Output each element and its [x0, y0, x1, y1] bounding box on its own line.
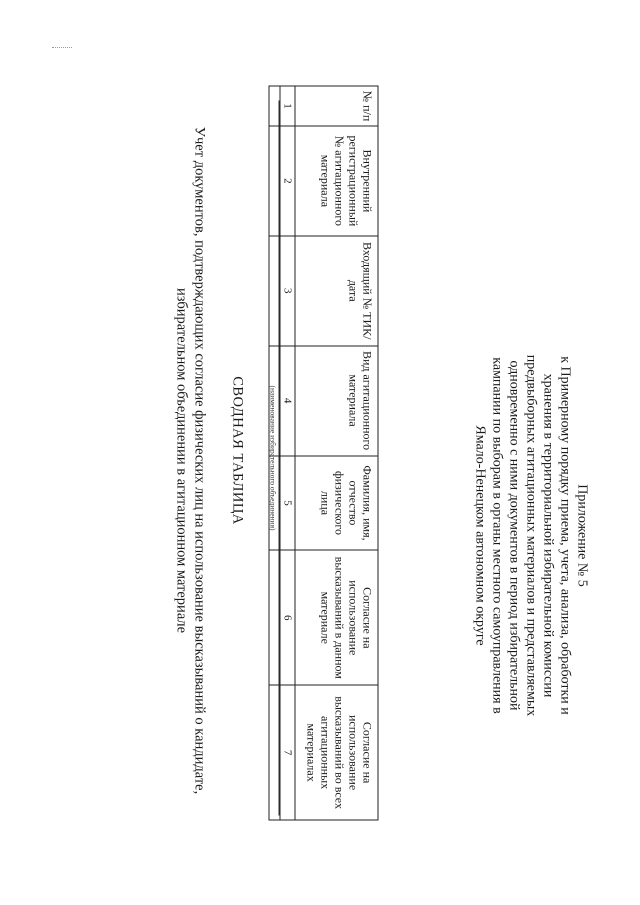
appendix-line: Приложение № 5	[574, 483, 589, 587]
column-number: 6	[280, 550, 295, 685]
intro-line-1: Учет документов, подтверждающих согласие физических лиц на использование высказываний о кандидате,	[191, 126, 207, 794]
column-number: 2	[280, 125, 295, 235]
table-cell	[269, 235, 280, 345]
table-cell	[269, 345, 280, 455]
header-cell: № п/п	[295, 86, 378, 126]
table-row	[269, 86, 280, 820]
table-cell	[269, 455, 280, 550]
column-number: 5	[280, 455, 295, 550]
column-number: 1	[280, 86, 295, 126]
header-cell: Вид агитационного материала	[295, 345, 378, 455]
appendix-line: Ямало-Ненецком автономном округе	[472, 424, 487, 646]
header-cell: Фамилия, имя, отчество физического лица	[295, 455, 378, 550]
header-cell: Внутренний регистрационный № агитационного материала	[295, 125, 378, 235]
summary-table	[268, 85, 378, 820]
table-cell	[269, 86, 280, 126]
table-cell	[269, 550, 280, 685]
table-cell	[269, 685, 280, 820]
header-cell: Согласие на использование высказываний в данном материале	[295, 550, 378, 685]
intro-text	[172, 120, 208, 800]
scan-mark	[52, 47, 72, 48]
column-number: 7	[280, 685, 295, 820]
table-cell	[269, 125, 280, 235]
intro-line-2: избирательном объединении в агитационном материале	[173, 287, 189, 633]
appendix-line: хранения в территориальной избирательной комиссии	[540, 373, 555, 697]
appendix-line: одновременно с ними документов в период избирательной	[506, 360, 521, 710]
column-number: 3	[280, 235, 295, 345]
table-header-row	[295, 86, 378, 820]
header-cell: Входящий № ТИК/дата	[295, 235, 378, 345]
appendix-line: к Примерному порядку приема, учета, анализа, обработки и	[557, 355, 572, 715]
column-number: 4	[280, 345, 295, 455]
appendix-line: предвыборных агитационных материалов и представляемых	[523, 354, 538, 716]
appendix-line: кампании по выборам в органы местного самоуправления в	[489, 356, 504, 714]
appendix-heading	[471, 290, 590, 780]
column-number-row	[280, 86, 295, 820]
page-title: СВОДНАЯ ТАБЛИЦА	[229, 375, 245, 525]
header-cell: Согласие на использование высказываний во всех агитационных материалах	[295, 685, 378, 820]
org-name-caption: (наименование избирательного объединения)	[268, 384, 277, 531]
